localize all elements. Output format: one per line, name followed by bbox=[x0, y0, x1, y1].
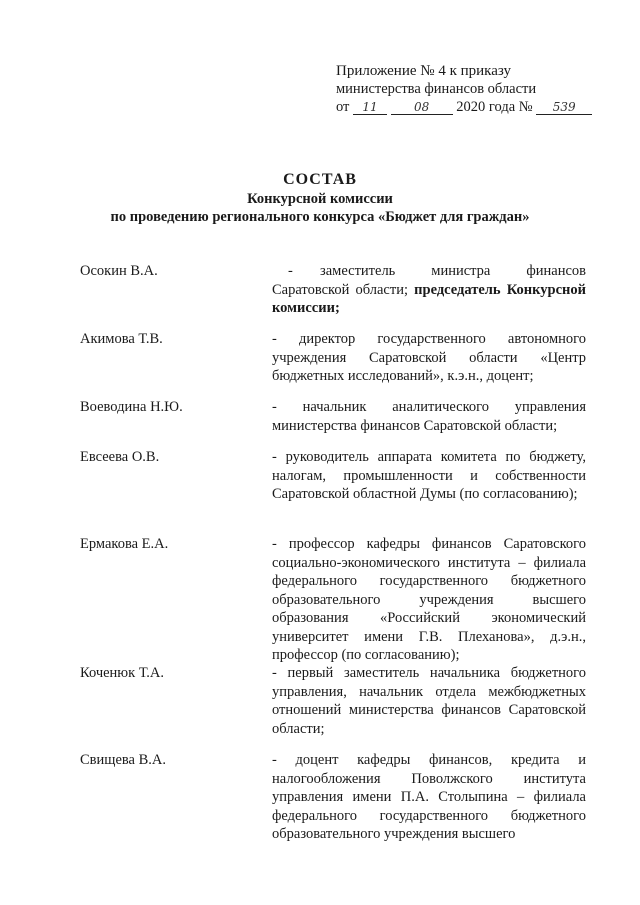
member-name: Евсеева О.В. bbox=[80, 449, 160, 465]
member-role: заместитель министра финансов Саратовской области; bbox=[272, 263, 586, 298]
title-contest: по проведению регионального конкурса «Бюджет для граждан» bbox=[110, 209, 530, 225]
member-name: Осокин В.А. bbox=[80, 263, 158, 279]
member-name: Воеводина Н.Ю. bbox=[80, 399, 183, 415]
member-name: Коченюк Т.А. bbox=[80, 665, 164, 681]
member-role-bold: председатель Конкурсной комиссии; bbox=[272, 281, 587, 316]
member-name: Акимова Т.В. bbox=[80, 331, 163, 347]
document-title bbox=[0, 170, 640, 226]
title-commission: Конкурсной комиссии bbox=[247, 191, 393, 207]
title-composition: СОСТАВ bbox=[283, 171, 357, 188]
member-description: - доцент кафедры финансов, кредита и налогообложения Поволжского института управления имени П.А. Столыпина – филиала федерального государственного бюджетного образовательного учреждения высшего bbox=[272, 752, 586, 842]
order-date-line bbox=[336, 98, 616, 116]
member-description: - профессор кафедры финансов Саратовского социально-экономического института – филиала федерального государственного бюджетного образовательного учреждения высшего образования «Российский экономический университет имени Г.В. Плеханова», д.э.н., профессор (по согласованию); bbox=[272, 536, 586, 663]
date-year-text: 2020 года № bbox=[456, 99, 533, 115]
handwritten-day: 11 bbox=[353, 100, 387, 115]
appendix-header bbox=[336, 62, 616, 116]
appendix-line: Приложение № 4 к приказу bbox=[336, 63, 511, 79]
member-description: - руководитель аппарата комитета по бюджету, налогам, промышленности и собственности Саратовской областной Думы (по согласованию); bbox=[272, 449, 586, 502]
member-description: - директор государственного автономного учреждения Саратовской области «Центр бюджетных исследований», к.э.н., доцент; bbox=[272, 331, 586, 384]
member-description: - первый заместитель начальника бюджетного управления, начальник отдела межбюджетных отношений министерства финансов Саратовской области; bbox=[272, 665, 586, 737]
ministry-line: министерства финансов области bbox=[336, 81, 537, 97]
member-description bbox=[272, 262, 586, 318]
handwritten-month: 08 bbox=[391, 100, 453, 115]
member-name: Свищева В.А. bbox=[80, 752, 166, 768]
date-prefix: от bbox=[336, 99, 350, 115]
handwritten-order-number: 539 bbox=[536, 100, 592, 115]
member-name: Ермакова Е.А. bbox=[80, 536, 169, 552]
dash: - bbox=[288, 263, 293, 279]
member-description: - начальник аналитического управления министерства финансов Саратовской области; bbox=[272, 399, 586, 434]
